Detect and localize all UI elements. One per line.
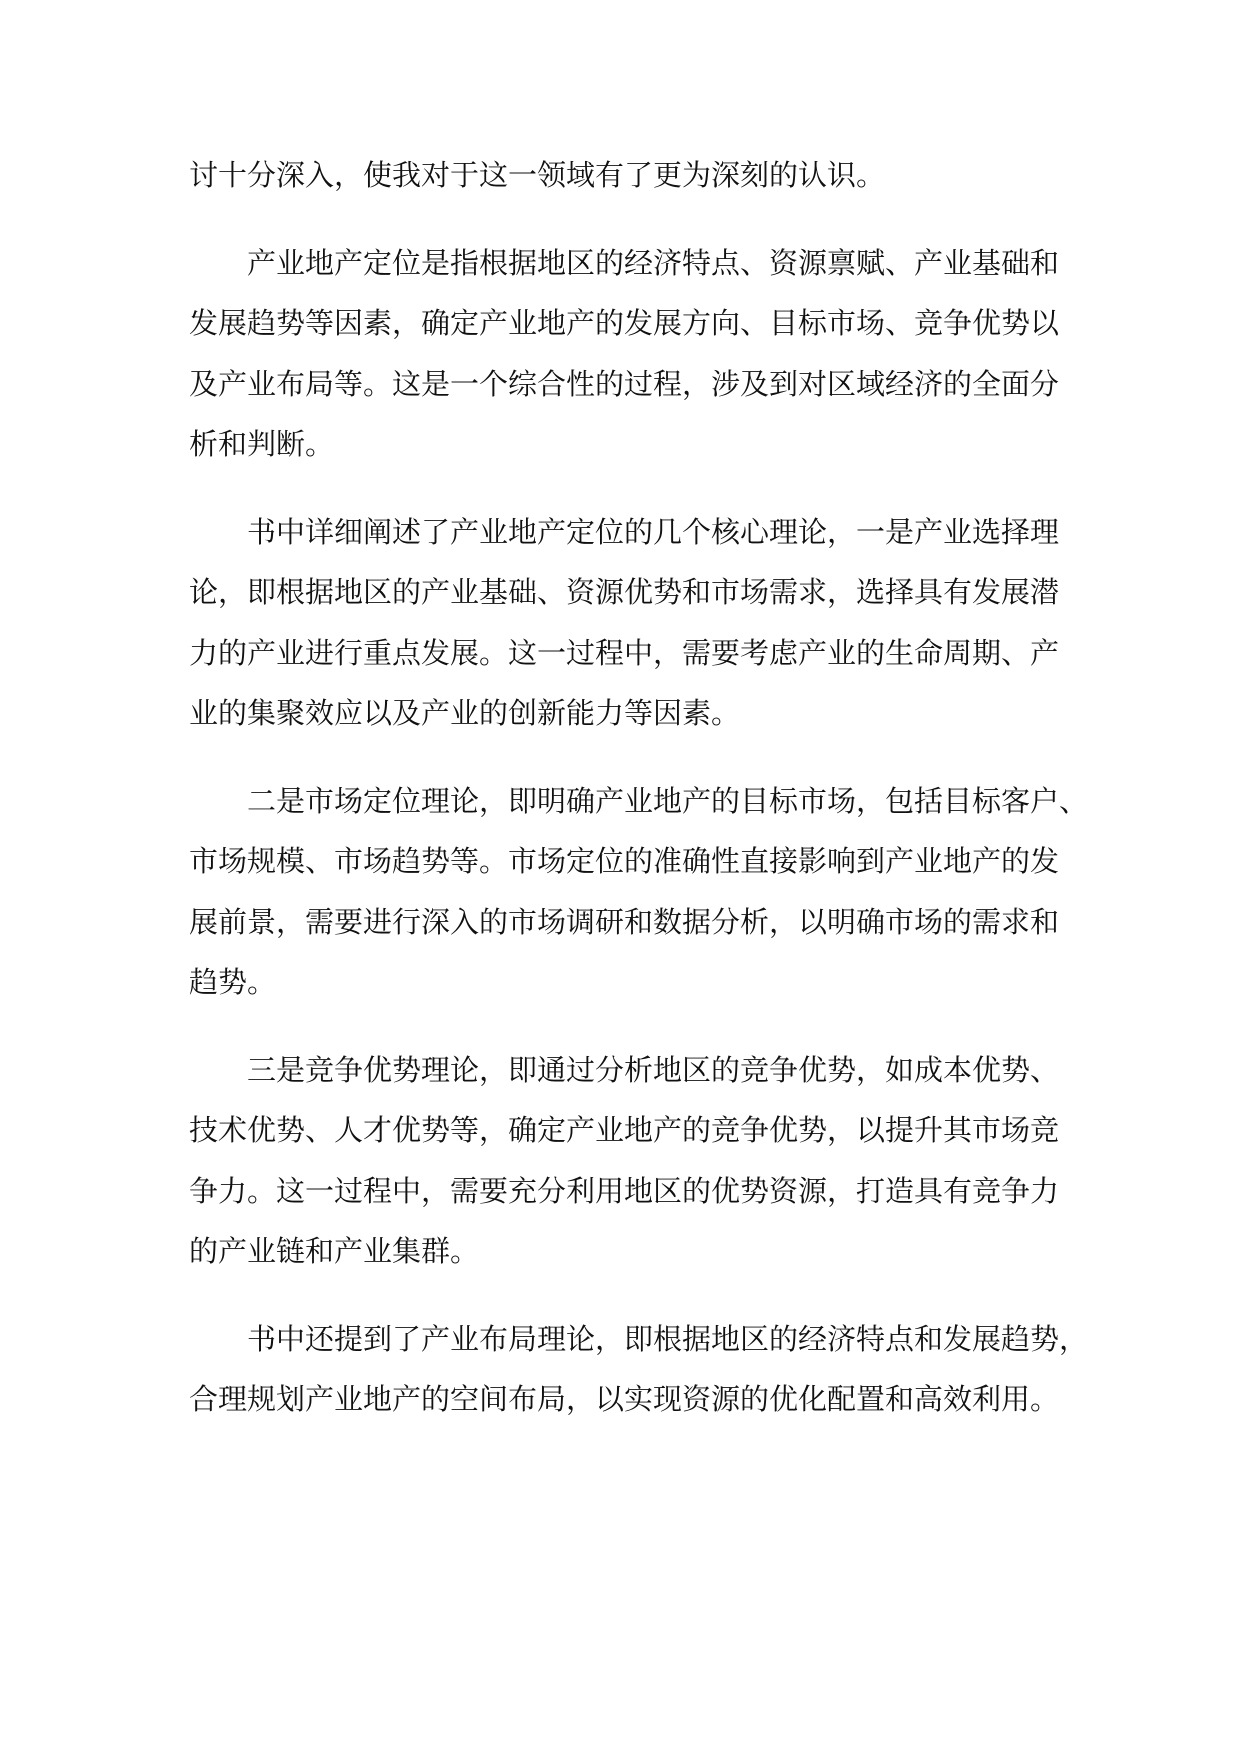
text-line: 产业地产定位是指根据地区的经济特点、资源禀赋、产业基础和 — [247, 245, 1060, 280]
paragraph-6 — [189, 1309, 1089, 1430]
text-line: 市场规模、市场趋势等。市场定位的准确性直接影响到产业地产的发 — [189, 844, 1060, 878]
text-line: 书中详细阐述了产业地产定位的几个核心理论，一是产业选择理 — [247, 514, 1060, 549]
text-line: 展前景，需要进行深入的市场调研和数据分析，以明确市场的需求和 — [189, 904, 1060, 939]
paragraph-4 — [189, 771, 1089, 1013]
text-line: 的产业链和产业集群。 — [189, 1234, 480, 1268]
text-line: 论，即根据地区的产业基础、资源优势和市场需求，选择具有发展潜 — [189, 575, 1060, 609]
text-line: 合理规划产业地产的空间布局，以实现资源的优化配置和高效利用。 — [189, 1382, 1060, 1416]
document-body — [189, 145, 1089, 1430]
text-line: 技术优势、人才优势等，确定产业地产的竞争优势，以提升其市场竞 — [189, 1113, 1060, 1147]
text-line: 争力。这一过程中，需要充分利用地区的优势资源，打造具有竞争力 — [189, 1173, 1060, 1208]
paragraph-2 — [189, 233, 1060, 475]
paragraph-5 — [189, 1040, 1060, 1282]
text-line: 力的产业进行重点发展。这一过程中，需要考虑产业的生命周期、产 — [189, 635, 1060, 670]
text-line: 析和判断。 — [189, 427, 335, 461]
text-line: 三是竞争优势理论，即通过分析地区的竞争优势，如成本优势、 — [247, 1052, 1060, 1087]
paragraph-3 — [189, 502, 1060, 744]
text-line: 讨十分深入，使我对于这一领域有了更为深刻的认识。 — [189, 158, 886, 192]
text-line: 及产业布局等。这是一个综合性的过程，涉及到对区域经济的全面分 — [189, 366, 1060, 401]
text-line: 二是市场定位理论，即明确产业地产的目标市场，包括目标客户、 — [247, 783, 1089, 818]
text-line: 发展趋势等因素，确定产业地产的发展方向、目标市场、竞争优势以 — [189, 306, 1060, 340]
text-line: 业的集聚效应以及产业的创新能力等因素。 — [189, 696, 741, 730]
paragraph-1 — [189, 145, 1057, 206]
text-line: 书中还提到了产业布局理论，即根据地区的经济特点和发展趋势， — [247, 1321, 1089, 1356]
text-line: 趋势。 — [189, 965, 277, 999]
